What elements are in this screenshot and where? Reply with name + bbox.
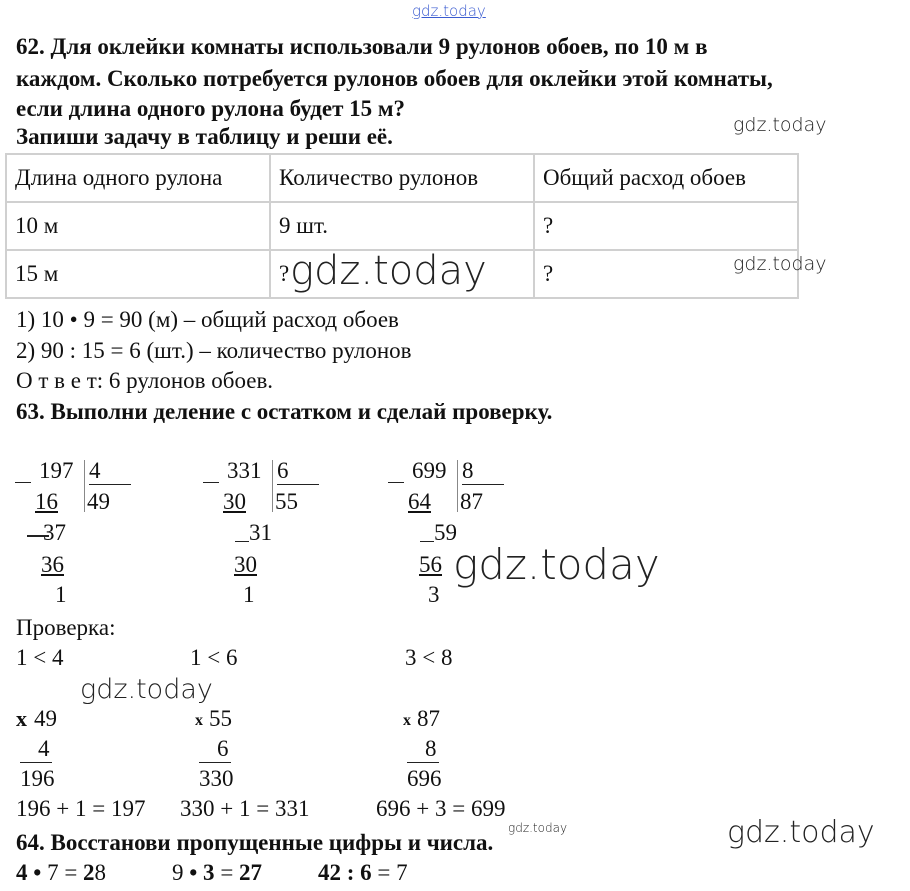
factor-1: 49 (34, 706, 57, 731)
minus-sign (203, 482, 219, 483)
watermark: gdz.today (727, 815, 875, 850)
quotient: 87 (460, 489, 483, 514)
watermark: gdz.today (453, 540, 660, 589)
task62-title-line2: каждом. Сколько потребуется рулонов обоев для оклейки этой комнаты, (16, 66, 773, 91)
multiply-sign: x (403, 712, 411, 729)
eq-part: 4 • (16, 860, 48, 885)
factor-2: 8 (425, 736, 437, 761)
equation-2 (172, 860, 262, 886)
watermark-top[interactable]: gdz.today (412, 2, 486, 20)
compare-2: 1 < 6 (190, 645, 238, 670)
eq-part: 27 (239, 860, 263, 885)
divisor-line (277, 484, 319, 485)
subtrahend-1: 64 (408, 489, 431, 514)
minus-sign (388, 482, 404, 483)
factor-1: 87 (417, 706, 440, 731)
compare-3: 3 < 8 (405, 645, 453, 670)
answer: О т в е т: 6 рулонов обоев. (16, 368, 274, 393)
quotient: 55 (275, 489, 298, 514)
division-bar (457, 460, 458, 512)
table-header: Длина одного рулона (6, 154, 270, 202)
eq-part: 7 = (47, 860, 84, 885)
task62-title-line1: 62. Для оклейки комнаты использовали 9 рулонов обоев, по 10 м в (16, 34, 708, 59)
task64-title: 64. Восстанови пропущенные цифры и числа. (16, 830, 494, 855)
table-header: Общий расход обоев (534, 154, 798, 202)
divisor-line (462, 484, 504, 485)
division-bar (272, 460, 273, 512)
product-line (407, 762, 439, 763)
minus-sign (15, 482, 31, 483)
divisor: 8 (462, 458, 474, 483)
divisor: 4 (89, 458, 101, 483)
product-line (20, 762, 52, 763)
multiply-sign: x (16, 706, 27, 731)
watermark: gdz.today (733, 253, 827, 275)
watermark: gdz.today (733, 114, 827, 136)
multiply-sign: x (195, 712, 203, 729)
dividend: 699 (412, 458, 447, 483)
table-cell: 15 м (6, 250, 270, 298)
remainder-1: 59 (434, 520, 457, 545)
subtrahend-1: 16 (35, 489, 58, 514)
compare-1: 1 < 4 (16, 645, 64, 670)
product: 196 (20, 766, 55, 791)
product-line (199, 762, 231, 763)
solution-step1: 1) 10 • 9 = 90 (м) – общий расход обоев (16, 307, 399, 332)
check-label: Проверка: (16, 615, 116, 640)
sum-1: 196 + 1 = 197 (16, 796, 146, 821)
task62-title-line4: Запиши задачу в таблицу и реши её. (16, 124, 393, 149)
watermark: gdz.today (290, 248, 487, 294)
table-cell: ? (534, 250, 798, 298)
divisor-line (89, 484, 131, 485)
subtrahend-1: 30 (223, 489, 246, 514)
remainder: 1 (55, 582, 67, 607)
subtrahend-2: 36 (41, 552, 64, 577)
equation-1 (16, 860, 106, 886)
eq-part: 8 (94, 860, 107, 885)
task63-title: 63. Выполни деление с остатком и сделай проверку. (16, 399, 553, 424)
remainder: 1 (243, 582, 255, 607)
factor-1: 55 (209, 706, 232, 731)
table-cell: ? (270, 250, 534, 298)
eq-part: 2 (83, 860, 95, 885)
product: 696 (407, 766, 442, 791)
minus-sign (420, 541, 434, 542)
eq-part: 42 : 6 (318, 860, 372, 885)
dividend: 197 (39, 458, 74, 483)
task62-title-line3: если длина одного рулона будет 15 м? (16, 96, 406, 121)
table-row (6, 202, 798, 250)
eq-part: • 3 (189, 860, 215, 885)
table-cell: ? (534, 202, 798, 250)
factor-2: 4 (38, 736, 50, 761)
eq-part: 9 (172, 860, 190, 885)
remainder-1: 37 (43, 520, 66, 545)
eq-part: = (214, 860, 240, 885)
subtrahend-2: 56 (419, 552, 442, 577)
table-cell: 9 шт. (270, 202, 534, 250)
remainder-1: 31 (249, 520, 272, 545)
table-header-row (6, 154, 798, 202)
solution-step2: 2) 90 : 15 = 6 (шт.) – количество рулонов (16, 338, 412, 363)
subtrahend-2: 30 (234, 552, 257, 577)
divisor: 6 (277, 458, 289, 483)
remainder: 3 (428, 582, 440, 607)
product: 330 (199, 766, 234, 791)
watermark: gdz.today (508, 821, 568, 835)
dividend: 331 (227, 458, 262, 483)
factor-2: 6 (217, 736, 229, 761)
quotient: 49 (87, 489, 110, 514)
sum-3: 696 + 3 = 699 (376, 796, 506, 821)
eq-part: = 7 (371, 860, 408, 885)
equation-3 (318, 860, 408, 886)
table-header: Количество рулонов (270, 154, 534, 202)
table-cell: 10 м (6, 202, 270, 250)
sum-2: 330 + 1 = 331 (180, 796, 310, 821)
division-bar (84, 460, 85, 512)
minus-sign (235, 541, 249, 542)
watermark: gdz.today (80, 674, 213, 705)
